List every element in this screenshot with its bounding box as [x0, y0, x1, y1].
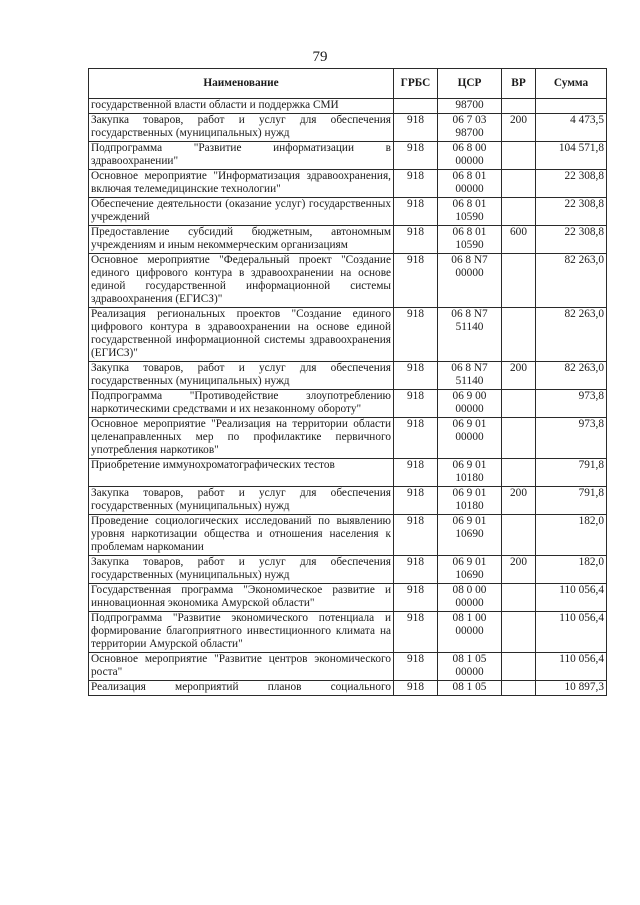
cell-csr — [438, 612, 502, 653]
cell-sum: 82 263,0 — [536, 362, 607, 390]
cell-sum: 22 308,8 — [536, 198, 607, 226]
csr-line: 00000 — [455, 155, 484, 167]
cell-vr — [502, 515, 536, 556]
cell-sum: 82 263,0 — [536, 254, 607, 308]
table-row — [89, 308, 607, 362]
cell-name: Обеспечение деятельности (оказание услуг) государственных учреждений — [89, 198, 394, 226]
table-row — [89, 487, 607, 515]
cell-vr — [502, 99, 536, 114]
cell-sum: 110 056,4 — [536, 584, 607, 612]
cell-csr — [438, 653, 502, 681]
cell-grbs: 918 — [394, 308, 438, 362]
cell-grbs: 918 — [394, 142, 438, 170]
table-row — [89, 390, 607, 418]
table-header-row — [89, 69, 607, 99]
cell-name: Основное мероприятие "Реализация на территории области целенаправленных мер по профилактике первичного употребления наркотиков" — [89, 418, 394, 459]
cell-sum: 182,0 — [536, 556, 607, 584]
csr-line: 08 0 00 — [452, 584, 487, 596]
cell-vr — [502, 459, 536, 487]
cell-grbs: 918 — [394, 362, 438, 390]
table-row — [89, 142, 607, 170]
cell-grbs: 918 — [394, 515, 438, 556]
cell-csr — [438, 681, 502, 696]
cell-name: Основное мероприятие "Развитие центров экономического роста" — [89, 653, 394, 681]
csr-line: 00000 — [455, 666, 484, 678]
csr-line: 06 8 01 — [452, 198, 487, 210]
csr-line: 08 1 00 — [452, 612, 487, 624]
cell-sum: 22 308,8 — [536, 226, 607, 254]
table-row — [89, 362, 607, 390]
cell-grbs — [394, 99, 438, 114]
cell-name: Реализация региональных проектов "Создание единого цифрового контура в здравоохранении на основе единой государственной информационной системы здравоохранения (ЕГИСЗ)" — [89, 308, 394, 362]
cell-name: Приобретение иммунохроматографических тестов — [89, 459, 394, 487]
cell-name: Реализация мероприятий планов социального — [89, 681, 394, 696]
table-row — [89, 99, 607, 114]
cell-csr — [438, 254, 502, 308]
cell-grbs: 918 — [394, 390, 438, 418]
cell-grbs: 918 — [394, 556, 438, 584]
cell-grbs: 918 — [394, 681, 438, 696]
csr-line: 00000 — [455, 403, 484, 415]
csr-line: 06 9 01 — [452, 487, 487, 499]
csr-line: 00000 — [455, 431, 484, 443]
csr-line: 00000 — [455, 267, 484, 279]
cell-sum: 110 056,4 — [536, 612, 607, 653]
cell-sum: 182,0 — [536, 515, 607, 556]
cell-sum: 791,8 — [536, 487, 607, 515]
cell-vr — [502, 681, 536, 696]
cell-csr — [438, 226, 502, 254]
table-row — [89, 612, 607, 653]
cell-csr — [438, 308, 502, 362]
cell-csr — [438, 418, 502, 459]
cell-csr — [438, 170, 502, 198]
csr-line: 98700 — [455, 99, 484, 111]
cell-vr — [502, 418, 536, 459]
cell-name: государственной власти области и поддержка СМИ — [89, 99, 394, 114]
cell-grbs: 918 — [394, 226, 438, 254]
csr-line: 08 1 05 — [452, 653, 487, 665]
cell-sum: 791,8 — [536, 459, 607, 487]
table-row — [89, 515, 607, 556]
cell-grbs: 918 — [394, 254, 438, 308]
cell-csr — [438, 459, 502, 487]
csr-line: 06 9 01 — [452, 459, 487, 471]
cell-name: Проведение социологических исследований по выявлению уровня наркотизации общества и отношения населения к проблемам наркомании — [89, 515, 394, 556]
header-vr: ВР — [502, 69, 536, 99]
csr-line: 00000 — [455, 597, 484, 609]
csr-line: 06 7 03 — [452, 114, 487, 126]
csr-line: 10590 — [455, 239, 484, 251]
cell-name: Закупка товаров, работ и услуг для обеспечения государственных (муниципальных) нужд — [89, 556, 394, 584]
cell-vr — [502, 653, 536, 681]
table-row — [89, 254, 607, 308]
cell-vr: 200 — [502, 362, 536, 390]
cell-name: Закупка товаров, работ и услуг для обеспечения государственных (муниципальных) нужд — [89, 362, 394, 390]
cell-grbs: 918 — [394, 653, 438, 681]
cell-vr: 200 — [502, 114, 536, 142]
header-csr: ЦСР — [438, 69, 502, 99]
table-row — [89, 459, 607, 487]
cell-sum: 82 263,0 — [536, 308, 607, 362]
cell-name: Предоставление субсидий бюджетным, автономным учреждениям и иным некоммерческим организациям — [89, 226, 394, 254]
csr-line: 06 8 N7 — [451, 308, 488, 320]
cell-sum: 110 056,4 — [536, 653, 607, 681]
csr-line: 10690 — [455, 569, 484, 581]
cell-name: Государственная программа "Экономическое развитие и инновационная экономика Амурской области" — [89, 584, 394, 612]
header-name: Наименование — [89, 69, 394, 99]
cell-vr — [502, 254, 536, 308]
table-row — [89, 556, 607, 584]
cell-sum: 4 473,5 — [536, 114, 607, 142]
csr-line: 00000 — [455, 625, 484, 637]
csr-line: 06 8 N7 — [451, 362, 488, 374]
cell-vr — [502, 390, 536, 418]
cell-csr — [438, 556, 502, 584]
cell-name: Основное мероприятие "Информатизация здравоохранения, включая телемедицинские технологии" — [89, 170, 394, 198]
csr-line: 06 8 00 — [452, 142, 487, 154]
table-row — [89, 170, 607, 198]
table-row — [89, 226, 607, 254]
csr-line: 98700 — [455, 127, 484, 139]
csr-line: 06 9 00 — [452, 390, 487, 402]
cell-csr — [438, 114, 502, 142]
cell-sum: 973,8 — [536, 418, 607, 459]
csr-line: 10590 — [455, 211, 484, 223]
csr-line: 10690 — [455, 528, 484, 540]
cell-vr: 200 — [502, 487, 536, 515]
cell-grbs: 918 — [394, 198, 438, 226]
csr-line: 51140 — [455, 321, 484, 333]
table-row — [89, 198, 607, 226]
budget-table — [88, 68, 607, 696]
cell-vr — [502, 308, 536, 362]
csr-line: 06 9 01 — [452, 556, 487, 568]
csr-line: 51140 — [455, 375, 484, 387]
cell-sum: 10 897,3 — [536, 681, 607, 696]
csr-line: 06 8 01 — [452, 170, 487, 182]
csr-line: 10180 — [455, 472, 484, 484]
header-grbs: ГРБС — [394, 69, 438, 99]
table-row — [89, 418, 607, 459]
cell-grbs: 918 — [394, 114, 438, 142]
cell-vr — [502, 198, 536, 226]
cell-sum: 973,8 — [536, 390, 607, 418]
table-row — [89, 681, 607, 696]
csr-line: 06 9 01 — [452, 418, 487, 430]
cell-csr — [438, 390, 502, 418]
cell-csr — [438, 584, 502, 612]
cell-grbs: 918 — [394, 418, 438, 459]
cell-grbs: 918 — [394, 487, 438, 515]
csr-line: 06 8 01 — [452, 226, 487, 238]
cell-vr — [502, 142, 536, 170]
cell-grbs: 918 — [394, 459, 438, 487]
table-row — [89, 584, 607, 612]
cell-grbs: 918 — [394, 170, 438, 198]
cell-csr — [438, 515, 502, 556]
cell-vr — [502, 612, 536, 653]
cell-csr — [438, 362, 502, 390]
cell-vr: 200 — [502, 556, 536, 584]
cell-sum: 22 308,8 — [536, 170, 607, 198]
cell-csr — [438, 142, 502, 170]
csr-line: 08 1 05 — [452, 681, 487, 693]
cell-csr — [438, 198, 502, 226]
cell-vr: 600 — [502, 226, 536, 254]
cell-name: Закупка товаров, работ и услуг для обеспечения государственных (муниципальных) нужд — [89, 487, 394, 515]
cell-name: Подпрограмма "Развитие экономического потенциала и формирование благоприятного инвестиционного климата на территории Амурской области" — [89, 612, 394, 653]
cell-sum: 104 571,8 — [536, 142, 607, 170]
header-sum: Сумма — [536, 69, 607, 99]
csr-line: 06 9 01 — [452, 515, 487, 527]
csr-line: 06 8 N7 — [451, 254, 488, 266]
csr-line: 10180 — [455, 500, 484, 512]
table-row — [89, 114, 607, 142]
cell-vr — [502, 170, 536, 198]
cell-grbs: 918 — [394, 612, 438, 653]
cell-csr — [438, 99, 502, 114]
cell-grbs: 918 — [394, 584, 438, 612]
cell-sum — [536, 99, 607, 114]
table-row — [89, 653, 607, 681]
cell-name: Закупка товаров, работ и услуг для обеспечения государственных (муниципальных) нужд — [89, 114, 394, 142]
csr-line: 00000 — [455, 183, 484, 195]
page-number: 79 — [312, 49, 328, 65]
cell-csr — [438, 487, 502, 515]
cell-name: Основное мероприятие "Федеральный проект "Создание единого цифрового контура в здравоохранении на основе единой государственной информационной системы здравоохранения (ЕГИСЗ)" — [89, 254, 394, 308]
cell-name: Подпрограмма "Развитие информатизации в здравоохранении" — [89, 142, 394, 170]
cell-vr — [502, 584, 536, 612]
cell-name: Подпрограмма "Противодействие злоупотреблению наркотическими средствами и их незаконному обороту" — [89, 390, 394, 418]
